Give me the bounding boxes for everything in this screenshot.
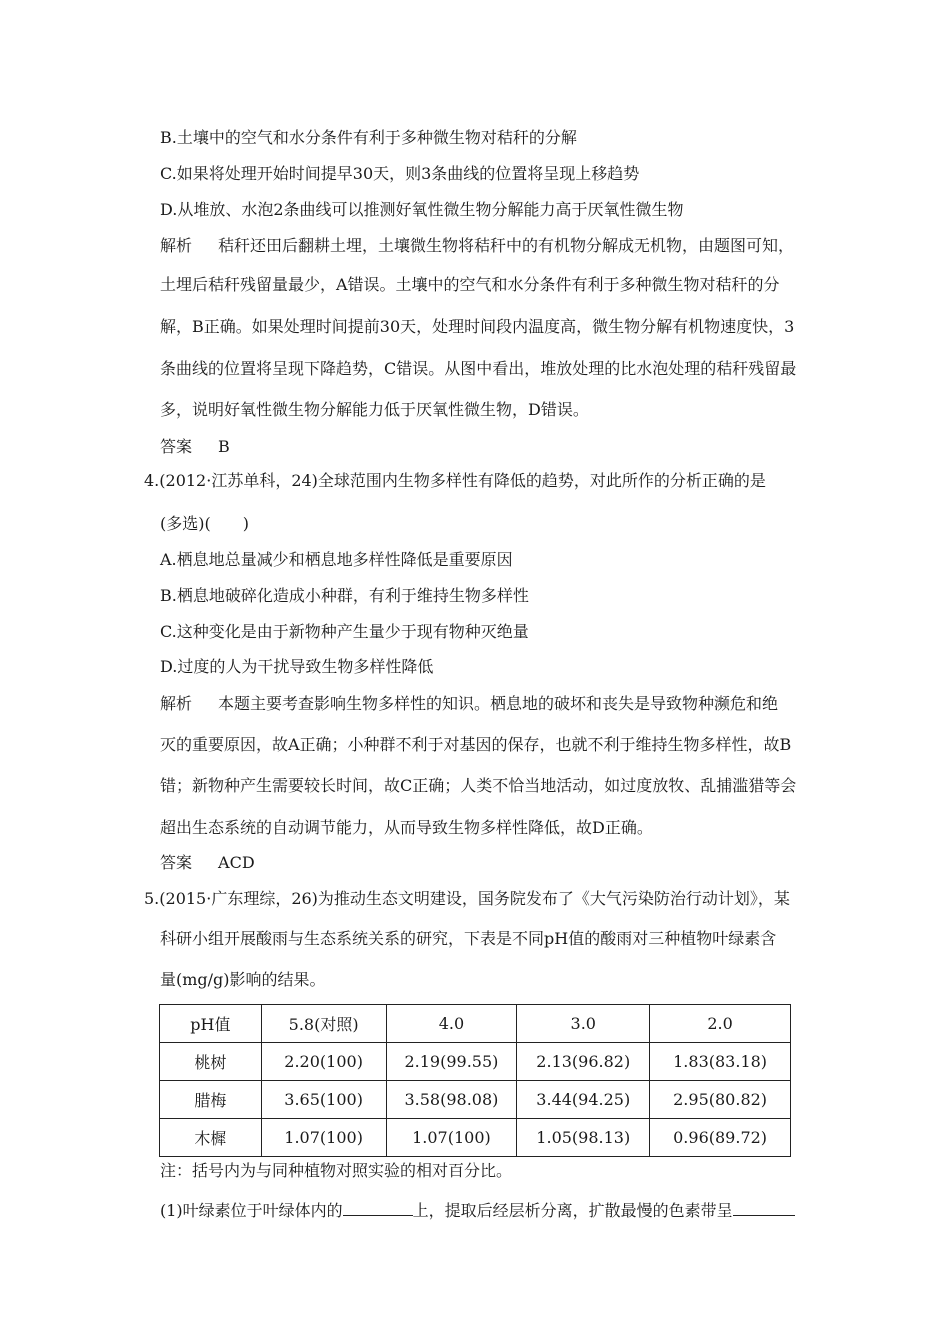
- table-cell: 2.13(96.82): [517, 1043, 650, 1081]
- q3-option-d: D.从堆放、水泡2条曲线可以推测好氧性微生物分解能力高于厌氧性微生物: [160, 200, 684, 219]
- q3-option-c: C.如果将处理开始时间提早30天，则3条曲线的位置将呈现上移趋势: [160, 164, 640, 183]
- q5-table-note: 注：括号内为与同种植物对照实验的相对百分比。: [160, 1161, 513, 1180]
- answer-value: B: [218, 437, 230, 456]
- q4-answer: [160, 853, 255, 873]
- answer-blank[interactable]: [343, 1199, 413, 1216]
- answer-label: 答案: [160, 853, 193, 872]
- analysis-label: 解析: [160, 694, 193, 713]
- table-cell: 1.07(100): [386, 1119, 517, 1157]
- q4-stem-line-2: (多选)( ): [160, 514, 249, 533]
- table-cell: 1.83(83.18): [650, 1043, 791, 1081]
- q3-answer: [160, 437, 230, 457]
- table-header-row: [160, 1005, 791, 1043]
- q3-option-b: B.土壤中的空气和水分条件有利于多种微生物对秸秆的分解: [160, 128, 577, 147]
- q3-analysis-line-5: 多，说明好氧性微生物分解能力低于厌氧性微生物，D错误。: [160, 400, 589, 419]
- table-cell: 3.44(94.25): [517, 1081, 650, 1119]
- analysis-label: 解析: [160, 236, 193, 255]
- table-cell: 2.20(100): [261, 1043, 386, 1081]
- table-header-cell: pH值: [160, 1005, 262, 1043]
- q4-analysis-line-2: 灭的重要原因，故A正确；小种群不利于对基因的保存，也就不利于维持生物多样性，故B: [160, 735, 792, 754]
- table-cell: 3.65(100): [261, 1081, 386, 1119]
- q4-analysis-line-1: 解析 本题主要考查影响生物多样性的知识。栖息地的破坏和丧失是导致物种濒危和绝: [160, 694, 779, 713]
- table-cell: 腊梅: [160, 1081, 262, 1119]
- q3-analysis-line-4: 条曲线的位置将呈现下降趋势，C错误。从图中看出，堆放处理的比水泡处理的秸秆残留最: [160, 359, 797, 378]
- q3-analysis-line-2: 土埋后秸秆残留量最少，A错误。土壤中的空气和水分条件有利于多种微生物对秸秆的分: [160, 275, 780, 294]
- q5-stem-line-1: 5.(2015·广东理综，26)为推动生态文明建设，国务院发布了《大气污染防治行动计划》，某: [144, 889, 790, 908]
- table-header-cell: 2.0: [650, 1005, 791, 1043]
- q4-analysis-line-4: 超出生态系统的自动调节能力，从而导致生物多样性降低，故D正确。: [160, 818, 653, 837]
- answer-blank[interactable]: [733, 1199, 795, 1216]
- q4-option-c: C.这种变化是由于新物种产生量少于现有物种灭绝量: [160, 622, 529, 641]
- table-cell: 桃树: [160, 1043, 262, 1081]
- table-header-cell: 5.8(对照): [261, 1005, 386, 1043]
- q4-option-a: A.栖息地总量减少和栖息地多样性降低是重要原因: [160, 550, 513, 569]
- table-cell: 2.19(99.55): [386, 1043, 517, 1081]
- table-cell: 1.05(98.13): [517, 1119, 650, 1157]
- table-cell: 1.07(100): [261, 1119, 386, 1157]
- table-header-cell: 4.0: [386, 1005, 517, 1043]
- q4-option-d: D.过度的人为干扰导致生物多样性降低: [160, 657, 434, 676]
- table-cell: 木樨: [160, 1119, 262, 1157]
- q4-stem-line-1: 4.(2012·江苏单科，24)全球范围内生物多样性有降低的趋势，对此所作的分析正确的是: [144, 471, 766, 490]
- table-cell: 3.58(98.08): [386, 1081, 517, 1119]
- q3-analysis-line-3: 解，B正确。如果处理时间提前30天，处理时间段内温度高，微生物分解有机物速度快，3: [160, 317, 795, 336]
- q5-stem-line-3: 量(mg/g)影响的结果。: [160, 970, 326, 989]
- table-row: [160, 1119, 791, 1157]
- q5-sub-question-1: (1)叶绿素位于叶绿体内的 上，提取后经层析分离，扩散最慢的色素带呈: [160, 1199, 795, 1221]
- q5-stem-line-2: 科研小组开展酸雨与生态系统关系的研究，下表是不同pH值的酸雨对三种植物叶绿素含: [160, 929, 777, 948]
- q3-analysis-line-1: 解析 秸秆还田后翻耕土埋，土壤微生物将秸秆中的有机物分解成无机物，由题图可知，: [160, 236, 795, 255]
- answer-label: 答案: [160, 437, 193, 456]
- table-row: [160, 1081, 791, 1119]
- table-row: [160, 1043, 791, 1081]
- table-cell: 0.96(89.72): [650, 1119, 791, 1157]
- answer-value: ACD: [218, 853, 255, 872]
- chlorophyll-table: [159, 1004, 791, 1157]
- table-header-cell: 3.0: [517, 1005, 650, 1043]
- q4-analysis-line-3: 错；新物种产生需要较长时间，故C正确；人类不恰当地活动，如过度放牧、乱捕滥猎等会: [160, 776, 797, 795]
- table-cell: 2.95(80.82): [650, 1081, 791, 1119]
- q4-option-b: B.栖息地破碎化造成小种群，有利于维持生物多样性: [160, 586, 529, 605]
